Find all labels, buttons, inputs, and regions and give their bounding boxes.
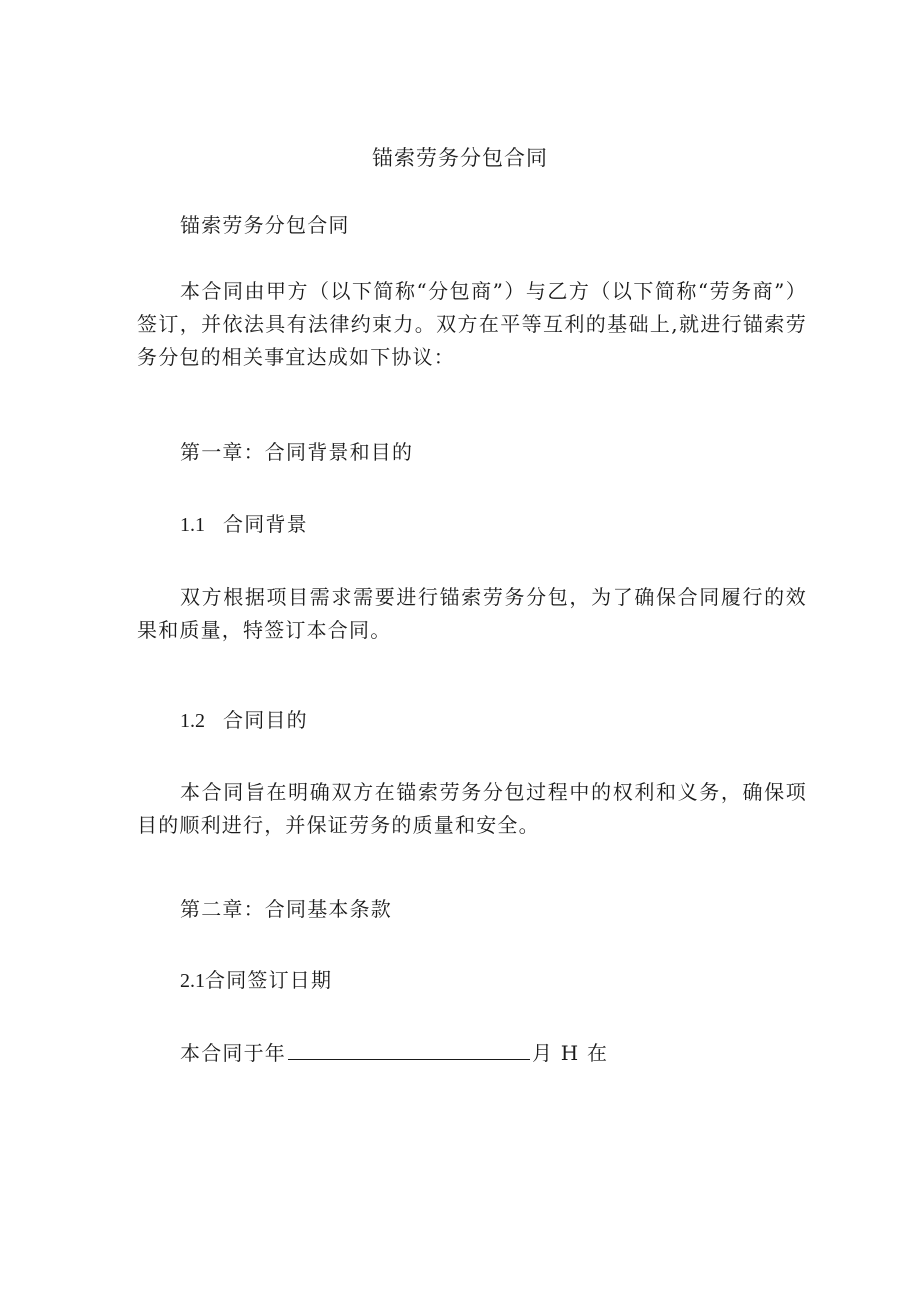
document-title: 锚索劳务分包合同 (372, 146, 548, 170)
chapter-2-heading: 第二章：合同基本条款 (180, 897, 392, 921)
section-number: 1.1 (180, 514, 205, 536)
chapter-1-heading: 第一章：合同背景和目的 (180, 440, 414, 464)
intro-paragraph: 本合同由甲方（以下简称“分包商”）与乙方（以下简称“劳务商”）签订，并依法具有法律约束力。双方在平等互利的基础上,就进行锚索劳务分包的相关事宜达成如下协议： (137, 279, 807, 369)
section-2-1-heading (137, 964, 807, 998)
section-1-2-body: 本合同旨在明确双方在锚索劳务分包过程中的权利和义务，确保项目的顺利进行，并保证劳务的质量和安全。 (137, 780, 807, 837)
section-title: 合同背景 (223, 512, 308, 536)
section-1-1-body: 双方根据项目需求需要进行锚索劳务分包，为了确保合同履行的效果和质量，特签订本合同。 (137, 585, 807, 642)
section-title: 合同签订日期 (205, 968, 333, 992)
date-suffix: 月 H 在 (532, 1041, 609, 1065)
signing-date-line (137, 1037, 807, 1070)
section-number: 1.2 (180, 710, 205, 732)
date-prefix: 本合同于年 (180, 1041, 286, 1065)
section-1-1-heading (137, 508, 807, 542)
section-title: 合同目的 (223, 708, 308, 732)
document-subtitle: 锚索劳务分包合同 (180, 213, 350, 237)
section-1-2-heading (137, 704, 807, 738)
date-blank-field (288, 1037, 530, 1060)
section-number: 2.1 (180, 970, 205, 992)
